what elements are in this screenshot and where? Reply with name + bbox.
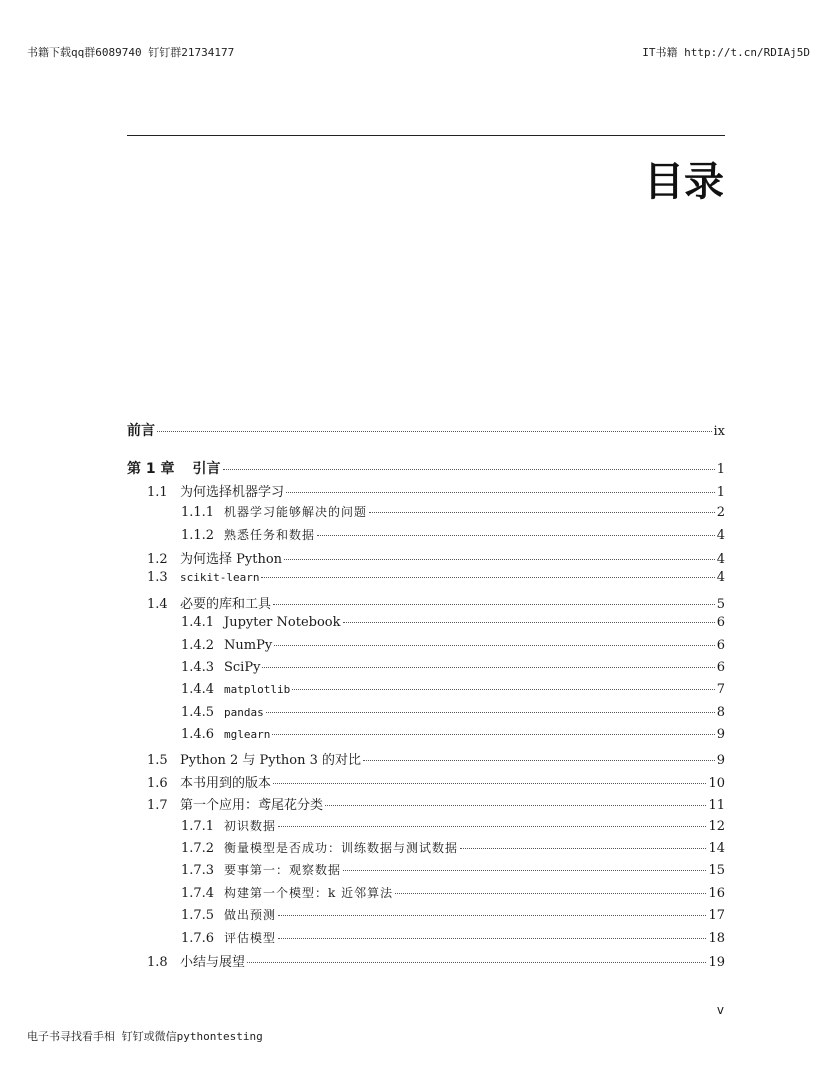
toc-entry-page: ix [713,424,725,439]
header-right-text: IT书籍 http://t.cn/RDIAj5D [642,46,810,59]
toc-entry-leader [395,893,706,894]
toc-entry-leader [286,492,715,493]
toc-entry-page: 2 [716,505,725,521]
toc-entry-label: 前言 [127,423,155,439]
toc-entry-page: 8 [716,704,725,720]
toc-entry-label: matplotlib [224,683,291,697]
toc-entry-label: 本书用到的版本 [180,775,272,791]
toc-entry-number: 1.7.4 [181,885,215,901]
toc-entry-number: 1.4 [147,596,168,612]
toc-entry-label: 小结与展望 [180,954,246,970]
toc-entry[interactable] [127,772,725,794]
table-of-contents [127,420,725,973]
toc-entry-label: scikit-learn [180,571,260,585]
toc-entry-label: 引言 [192,461,221,478]
footer-text: 电子书寻找看手相 钉钉或微信pythontesting [27,1030,263,1043]
toc-entry[interactable] [127,420,725,442]
toc-entry[interactable] [127,548,725,570]
toc-entry-number: 1.3 [147,570,168,586]
toc-entry-label: Python 2 与 Python 3 的对比 [180,753,361,769]
toc-entry-label: 机器学习能够解决的问题 [224,505,368,520]
page-title: 目录 [644,159,724,205]
toc-entry[interactable] [127,929,725,951]
toc-entry-leader [223,469,715,470]
toc-entry[interactable] [127,593,725,615]
toc-entry-number: 1.4.4 [181,682,215,698]
toc-entry-number: 1.4.5 [181,704,215,720]
toc-entry-page: 5 [716,596,725,612]
toc-entry-leader [274,645,715,646]
toc-entry-number: 1.7 [147,798,168,814]
toc-entry-label: 必要的库和工具 [180,596,272,612]
toc-entry-leader [273,604,715,605]
toc-entry-leader [325,805,706,806]
toc-entry-label: 评估模型 [224,930,277,945]
toc-entry[interactable] [127,794,725,816]
toc-entry-number: 1.4.3 [181,659,215,675]
toc-entry-page: 9 [716,753,725,769]
toc-entry-page: 19 [708,954,725,970]
toc-entry-page: 16 [708,885,725,901]
toc-entry-leader [261,577,714,578]
toc-entry-label: SciPy [224,659,261,675]
toc-entry-leader [262,667,714,668]
toc-entry-page: 4 [716,527,725,543]
toc-entry-label: mglearn [224,728,271,742]
toc-entry-number: 1.7.3 [181,863,215,879]
toc-entry-number: 第 1 章 [127,461,175,478]
toc-entry-number: 1.4.1 [181,615,215,631]
toc-entry-leader [317,535,715,536]
toc-entry-page: 1 [716,484,725,500]
toc-entry-label: 初识数据 [224,818,277,833]
toc-entry-leader [343,622,715,623]
toc-entry-leader [278,826,706,827]
toc-entry-number: 1.5 [147,753,168,769]
toc-entry-label: pandas [224,705,264,719]
toc-entry-number: 1.7.2 [181,841,215,857]
toc-entry[interactable] [127,817,725,839]
title-rule [127,135,725,136]
toc-entry-page: 17 [708,908,725,924]
toc-entry[interactable] [127,660,725,682]
toc-entry-page: 6 [716,615,725,631]
toc-entry[interactable] [127,906,725,928]
toc-entry-page: 15 [708,863,725,879]
toc-entry-number: 1.4.2 [181,637,215,653]
toc-entry-leader [343,870,706,871]
toc-entry-number: 1.6 [147,775,168,791]
toc-entry-page: 14 [708,841,725,857]
toc-entry-page: 18 [708,930,725,946]
toc-entry[interactable] [127,570,725,592]
toc-entry-number: 1.4.6 [181,727,215,743]
toc-entry-page: 12 [708,818,725,834]
toc-entry-number: 1.1.2 [181,527,215,543]
toc-entry[interactable] [127,861,725,883]
toc-entry-label: 第一个应用：鸢尾花分类 [180,798,324,814]
toc-entry[interactable] [127,481,725,503]
toc-entry-label: Jupyter Notebook [224,615,341,631]
toc-entry-number: 1.1.1 [181,505,215,521]
toc-entry[interactable] [127,951,725,973]
toc-entry[interactable] [127,682,725,704]
toc-entry-leader [247,962,706,963]
toc-entry-label: 要事第一：观察数据 [224,863,342,878]
toc-entry-leader [266,712,715,713]
toc-entry[interactable] [127,884,725,906]
toc-entry-leader [278,915,706,916]
toc-entry-page: 6 [716,659,725,675]
toc-entry-label: NumPy [224,637,273,653]
toc-entry[interactable] [127,749,725,771]
toc-entry-page: 4 [716,551,725,567]
header-left-text: 书籍下载qq群6089740 钉钉群21734177 [27,46,235,59]
toc-entry-page: 10 [708,775,725,791]
toc-entry-page: 11 [708,798,725,814]
toc-entry-leader [284,559,715,560]
toc-entry-label: 构建第一个模型：k 近邻算法 [224,885,394,900]
toc-entry-leader [278,938,706,939]
toc-entry[interactable] [127,727,725,749]
toc-entry-number: 1.7.1 [181,818,215,834]
toc-entry[interactable] [127,458,725,480]
toc-entry-page: 7 [716,682,725,698]
toc-entry-label: 衡量模型是否成功：训练数据与测试数据 [224,841,459,856]
toc-entry[interactable] [127,526,725,548]
toc-entry-number: 1.7.6 [181,930,215,946]
toc-entry-label: 为何选择 Python [180,551,283,567]
toc-entry-number: 1.7.5 [181,908,215,924]
toc-entry[interactable] [127,615,725,637]
toc-entry-page: 6 [716,637,725,653]
toc-entry-leader [272,734,714,735]
toc-entry-number: 1.8 [147,954,168,970]
page-number: v [716,1003,724,1017]
toc-entry[interactable] [127,705,725,727]
toc-entry-leader [460,848,706,849]
toc-entry-label: 熟悉任务和数据 [224,527,316,542]
toc-entry-page: 1 [716,462,725,478]
toc-entry-leader [273,783,706,784]
toc-entry-label: 为何选择机器学习 [180,484,285,500]
toc-entry-number: 1.2 [147,551,168,567]
toc-entry-leader [292,689,714,690]
toc-entry-page: 9 [716,727,725,743]
toc-entry-leader [157,431,712,432]
toc-entry-leader [369,512,715,513]
toc-entry-label: 做出预测 [224,908,277,923]
toc-entry-number: 1.1 [147,484,168,500]
toc-entry[interactable] [127,503,725,525]
toc-gap [127,442,725,458]
toc-entry[interactable] [127,839,725,861]
toc-entry[interactable] [127,638,725,660]
toc-entry-leader [363,760,715,761]
toc-entry-page: 4 [716,570,725,586]
